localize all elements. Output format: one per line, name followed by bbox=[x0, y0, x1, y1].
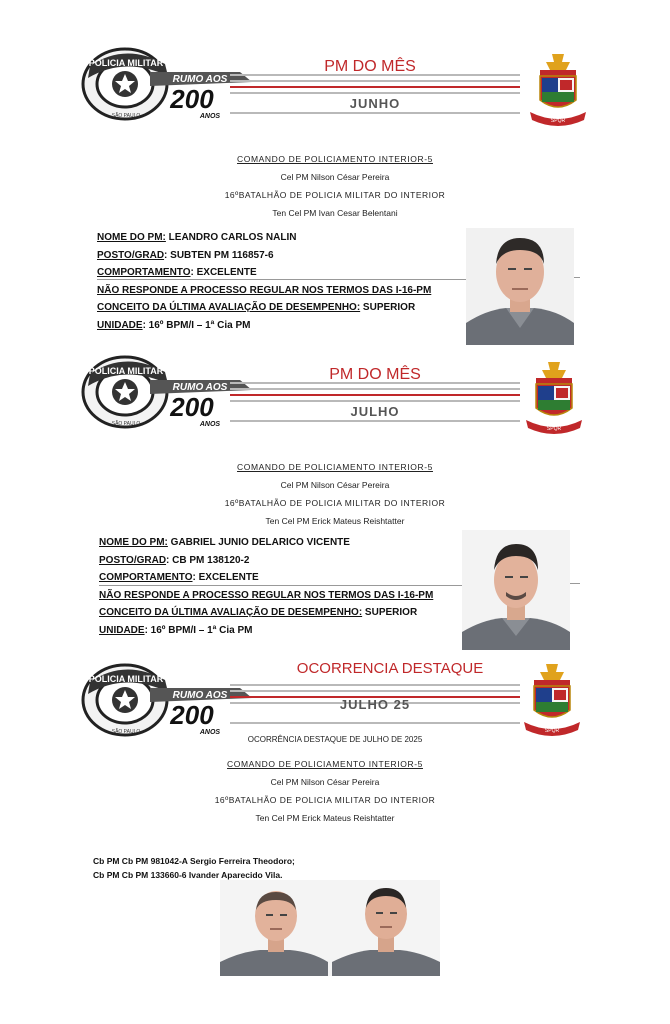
svg-text:SPQR: SPQR bbox=[550, 118, 566, 124]
field-unit: UNIDADE: 16º BPM/I – 1ª Cia PM bbox=[99, 624, 253, 636]
section-subtitle: JULHO 25 bbox=[339, 697, 411, 712]
section-subtitle: JULHO bbox=[350, 404, 400, 419]
field-behavior: COMPORTAMENTO: EXCELENTE bbox=[97, 267, 257, 279]
svg-text:POLICIA MILITAR: POLICIA MILITAR bbox=[88, 58, 164, 68]
ocorrencia-intro: OCORRÊNCIA DESTAQUE DE JULHO DE 2025 bbox=[247, 735, 423, 744]
field-rank: POSTO/GRAD: CB PM 138120-2 bbox=[99, 554, 250, 566]
section-title: PM DO MÊS bbox=[324, 58, 416, 75]
svg-text:ANOS: ANOS bbox=[199, 729, 221, 736]
names-list bbox=[93, 854, 295, 882]
svg-text:RUMO AOS: RUMO AOS bbox=[172, 690, 228, 701]
field-unit: UNIDADE: 16º BPM/I – 1ª Cia PM bbox=[97, 319, 251, 331]
svg-text:200: 200 bbox=[170, 392, 214, 422]
pm-photos-pair bbox=[220, 880, 440, 976]
policia-militar-200-logo bbox=[80, 660, 255, 738]
svg-text:200: 200 bbox=[170, 700, 214, 730]
svg-text:ANOS: ANOS bbox=[199, 421, 221, 428]
field-name: NOME DO PM: LEANDRO CARLOS NALIN bbox=[97, 232, 297, 243]
field-behavior: COMPORTAMENTO: EXCELENTE bbox=[99, 572, 259, 584]
svg-text:RUMO AOS: RUMO AOS bbox=[172, 382, 228, 393]
svg-text:SÃO PAULO: SÃO PAULO bbox=[111, 421, 141, 427]
name-line: Cb PM Cb PM 981042-A Sergio Ferreira Theodoro; bbox=[93, 856, 295, 866]
svg-text:200: 200 bbox=[170, 84, 214, 114]
field-process: NÃO RESPONDE A PROCESSO REGULAR NOS TERMOS DAS I-16-PM bbox=[99, 589, 434, 601]
battalion-crest-icon bbox=[520, 662, 584, 742]
field-process: NÃO RESPONDE A PROCESSO REGULAR NOS TERMOS DAS I-16-PM bbox=[97, 284, 432, 296]
svg-text:SÃO PAULO: SÃO PAULO bbox=[111, 729, 141, 735]
svg-text:POLICIA MILITAR: POLICIA MILITAR bbox=[88, 366, 164, 376]
section-title: OCORRENCIA DESTAQUE bbox=[296, 660, 484, 677]
field-name: NOME DO PM: GABRIEL JUNIO DELARICO VICENTE bbox=[99, 537, 350, 548]
field-evaluation: CONCEITO DA ÚLTIMA AVALIAÇÃO DE DESEMPENHO: SUPERIOR bbox=[97, 302, 416, 314]
field-rank: POSTO/GRAD: SUBTEN PM 116857-6 bbox=[97, 249, 274, 261]
section-title: PM DO MÊS bbox=[329, 366, 421, 383]
svg-text:SPQR: SPQR bbox=[544, 728, 560, 734]
svg-text:POLICIA MILITAR: POLICIA MILITAR bbox=[88, 674, 164, 684]
command-block: COMANDO DE POLICIAMENTO INTERIOR-5 Cel PM Nilson César Pereira 16ºBATALHÃO DE POLICIA MILITAR DO INTERIOR Ten Cel PM Erick Mateus Reishtatter bbox=[224, 462, 446, 526]
svg-text:ANOS: ANOS bbox=[199, 113, 221, 120]
field-evaluation: CONCEITO DA ÚLTIMA AVALIAÇÃO DE DESEMPENHO: SUPERIOR bbox=[99, 607, 418, 619]
section-subtitle: JUNHO bbox=[349, 96, 401, 111]
svg-text:SÃO PAULO: SÃO PAULO bbox=[111, 113, 141, 119]
command-block: COMANDO DE POLICIAMENTO INTERIOR-5 Cel PM Nilson César Pereira 16ºBATALHÃO DE POLICIA MILITAR DO INTERIOR Ten Cel PM Ivan Cesar Belentani bbox=[224, 154, 446, 218]
command-block: COMANDO DE POLICIAMENTO INTERIOR-5 Cel PM Nilson César Pereira 16ºBATALHÃO DE POLICIA MILITAR DO INTERIOR Ten Cel PM Erick Mateus Reishtatter bbox=[214, 759, 436, 823]
name-line: Cb PM Cb PM 133660-6 Ivander Aparecido Vila. bbox=[93, 870, 283, 880]
svg-text:SPQR: SPQR bbox=[546, 426, 562, 432]
svg-text:RUMO AOS: RUMO AOS bbox=[172, 74, 228, 85]
